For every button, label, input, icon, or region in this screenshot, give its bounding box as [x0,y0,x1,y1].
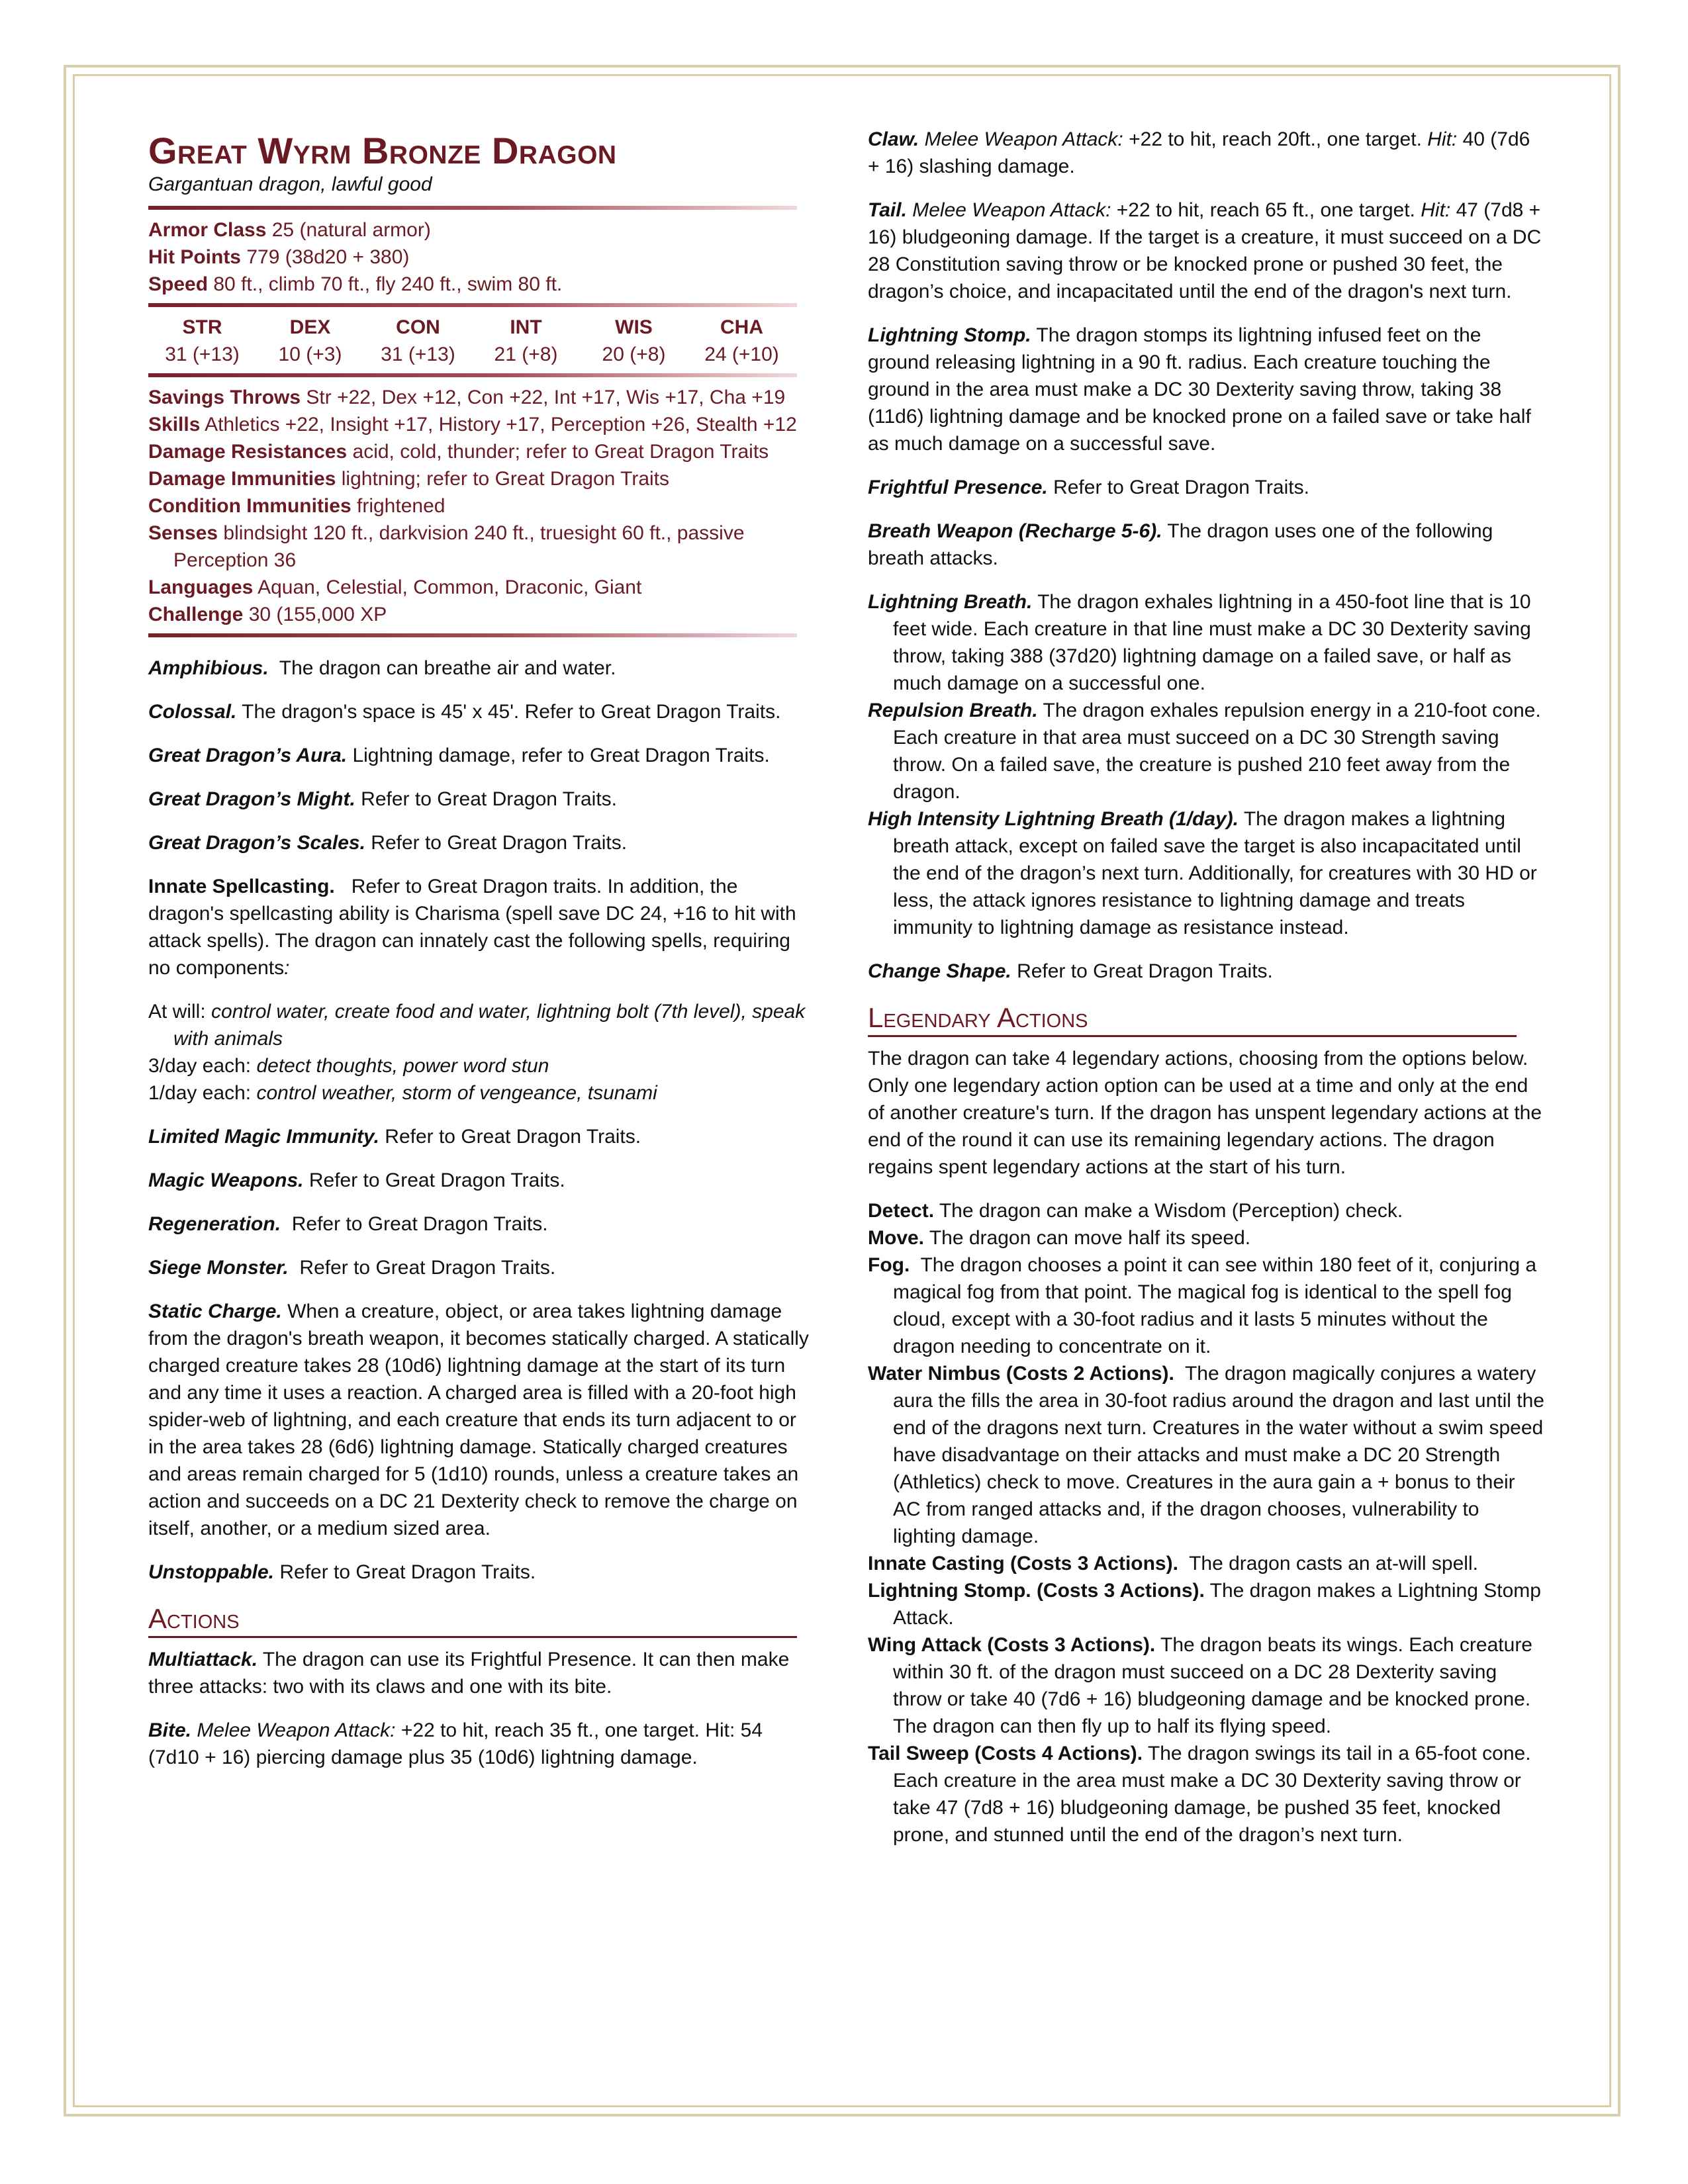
trait-siege-monster: Siege Monster. Refer to Great Dragon Traits. [148,1257,556,1279]
ability-score: 31 (+13) [165,343,240,365]
action-change-shape: Change Shape. Refer to Great Dragon Traits. [868,960,1273,982]
divider [148,303,797,307]
damage-resistances: Damage Resistances acid, cold, thunder; refer to Great Dragon Traits [148,441,769,463]
ability-score: 21 (+8) [494,343,558,365]
breath-high-intensity: High Intensity Lightning Breath (1/day). The dragon makes a lightning breath attack, except on failed save the target is also incapacitated until the end of the dragon’s next turn. Additionally, for creatures with 30 HD or less, the attack ignores resistance to lightning damage and treats immunity to lightning damage as resistance instead. [868,808,1537,938]
challenge: Challenge 30 (155,000 XP [148,604,387,625]
legendary-tail-sweep: Tail Sweep (Costs 4 Actions). The dragon swings its tail in a 65-foot cone. Each creature in the area must make a DC 30 Dexterity saving throw or take 47 (7d8 + 16) bludgeoning damage, be pushed 35 feet, knocked prone, and stunned until the end of the dragon’s next turn. [868,1743,1531,1846]
divider [148,633,797,637]
trait-limited-magic-immunity: Limited Magic Immunity. Refer to Great Dragon Traits. [148,1126,641,1148]
trait-great-dragons-aura: Great Dragon’s Aura. Lightning damage, refer to Great Dragon Traits. [148,745,770,766]
divider [148,206,797,210]
monster-name: Great Wyrm Bronze Dragon [148,130,617,171]
legendary-detect: Detect. The dragon can make a Wisdom (Perception) check. [868,1200,1403,1222]
legendary-lightning-stomp: Lightning Stomp. (Costs 3 Actions). The dragon makes a Lightning Stomp Attack. [868,1580,1541,1629]
ability-name: DEX [289,316,331,338]
ability-name: STR [182,316,222,338]
legendary-move: Move. The dragon can move half its speed. [868,1227,1251,1249]
ability-scores [148,341,797,368]
legendary-actions-heading: Legendary Actions [868,1002,1517,1037]
ability-name: CON [396,316,440,338]
trait-amphibious: Amphibious. The dragon can breathe air and water. [148,657,616,679]
monster-type: Gargantuan dragon, lawful good [148,173,432,195]
ability-name: CHA [720,316,763,338]
trait-colossal: Colossal. The dragon's space is 45' x 45'. Refer to Great Dragon Traits. [148,701,781,723]
right-column [868,126,1544,1848]
speed: Speed 80 ft., climb 70 ft., fly 240 ft., swim 80 ft. [148,273,563,295]
actions-heading: Actions [148,1603,797,1638]
divider [148,373,797,377]
action-breath-weapon: Breath Weapon (Recharge 5-6). The dragon uses one of the following breath attacks. [868,520,1493,569]
skills: Skills Athletics +22, Insight +17, History +17, Perception +26, Stealth +12 [148,414,797,435]
trait-static-charge: Static Charge. When a creature, object, or area takes lightning damage from the dragon's breath weapon, it becomes statically charged. A statically charged creature takes 28 (10d6) lightning damage at the start of its turn and any time it uses a reaction. A charged area is filled with a 20-foot high spider-web of lightning, and each creature that ends its turn adjacent to or in the area takes 28 (6d6) lightning damage. Statically charged creatures and areas remain charged for 5 (1d10) rounds, unless a creature takes an action and succeeds on a DC 21 Dexterity check to remove the charge on itself, another, or a medium sized area. [148,1300,809,1539]
ability-name: INT [510,316,542,338]
legendary-innate-casting: Innate Casting (Costs 3 Actions). The dragon casts an at-will spell. [868,1553,1478,1574]
damage-immunities: Damage Immunities lightning; refer to Great Dragon Traits [148,468,669,490]
action-tail: Tail. Melee Weapon Attack: +22 to hit, reach 65 ft., one target. Hit: 47 (7d8 + 16) bludgeoning damage. If the target is a creature, it must succeed on a DC 28 Constitution saving throw or be knocked prone or pushed 30 feet, the dragon’s choice, and incapacitated until the end of the dragon's next turn. [868,199,1542,302]
ability-score: 31 (+13) [381,343,455,365]
saving-throws: Savings Throws Str +22, Dex +12, Con +22, Int +17, Wis +17, Cha +19 [148,387,786,408]
action-frightful-presence: Frightful Presence. Refer to Great Dragon Traits. [868,477,1309,498]
languages: Languages Aquan, Celestial, Common, Draconic, Giant [148,576,642,598]
action-lightning-stomp: Lightning Stomp. The dragon stomps its lightning infused feet on the ground releasing lightning in a 90 ft. radius. Each creature touching the ground in the area must make a DC 30 Dexterity saving throw, taking 38 (11d6) lightning damage and be knocked prone on a failed save or take half as much damage on a successful save. [868,324,1531,455]
legendary-wing-attack: Wing Attack (Costs 3 Actions). The dragon beats its wings. Each creature within 30 ft. of the dragon must succeed on a DC 28 Dexterity saving throw or take 40 (7d6 + 16) bludgeoning damage and be knocked prone. The dragon can then fly up to half its flying speed. [868,1634,1532,1737]
ability-name: WIS [615,316,653,338]
trait-great-dragons-scales: Great Dragon’s Scales. Refer to Great Dragon Traits. [148,832,628,854]
hit-points: Hit Points 779 (38d20 + 380) [148,246,410,268]
ability-score: 24 (+10) [704,343,779,365]
action-claw: Claw. Melee Weapon Attack: +22 to hit, reach 20ft., one target. Hit: 40 (7d6 + 16) slashing damage. [868,128,1530,177]
ability-score: 10 (+3) [278,343,342,365]
trait-regeneration: Regeneration. Refer to Great Dragon Traits. [148,1213,548,1235]
breath-repulsion: Repulsion Breath. The dragon exhales repulsion energy in a 210-foot cone. Each creature in that area must succeed on a DC 30 Strength saving throw. On a failed save, the creature is pushed 210 feet away from the dragon. [868,700,1541,803]
senses: Senses blindsight 120 ft., darkvision 240 ft., truesight 60 ft., passive Perception 36 [148,522,745,571]
spells-1-per-day: 1/day each: control weather, storm of vengeance, tsunami [148,1082,657,1104]
ability-headers [148,314,797,341]
spells-3-per-day: 3/day each: detect thoughts, power word stun [148,1055,549,1077]
trait-unstoppable: Unstoppable. Refer to Great Dragon Traits. [148,1561,536,1583]
condition-immunities: Condition Immunities frightened [148,495,445,517]
ability-score: 20 (+8) [602,343,666,365]
legendary-water-nimbus: Water Nimbus (Costs 2 Actions). The dragon magically conjures a watery aura the fills the area in 30-foot radius around the dragon and last until the end of the dragons next turn. Creatures in the water without a swim speed have disadvantage on their attacks and must make a DC 20 Strength (Athletics) check to move. Creatures in the aura gain a + bonus to their AC from ranged attacks and, if the dragon chooses, vulnerability to lighting damage. [868,1363,1544,1547]
trait-innate-spellcasting: Innate Spellcasting. Refer to Great Dragon traits. In addition, the dragon's spellcasting ability is Charisma (spell save DC 24, +16 to hit with attack spells). The dragon can innately cast the following spells, requiring no components: [148,876,796,979]
left-column [148,124,817,1788]
breath-lightning: Lightning Breath. The dragon exhales lightning in a 450-foot line that is 10 feet wide. Each creature in that line must make a DC 30 Dexterity saving throw, taking 388 (37d20) lightning damage on a failed save, or half as much damage on a successful one. [868,591,1531,694]
trait-great-dragons-might: Great Dragon’s Might. Refer to Great Dragon Traits. [148,788,617,810]
action-multiattack: Multiattack. The dragon can use its Frightful Presence. It can then make three attacks: two with its claws and one with its bite. [148,1649,790,1698]
legendary-intro: The dragon can take 4 legendary actions, choosing from the options below. Only one legendary action option can be used at a time and only at the end of another creature's turn. If the dragon has unspent legendary actions at the end of the round it can use its remaining legendary actions. The dragon regains spent legendary actions at the start of his turn. [868,1048,1542,1178]
armor-class: Armor Class 25 (natural armor) [148,219,431,241]
spells-at-will: At will: control water, create food and water, lightning bolt (7th level), speak with animals [148,1001,806,1050]
trait-magic-weapons: Magic Weapons. Refer to Great Dragon Traits. [148,1169,565,1191]
action-bite: Bite. Melee Weapon Attack: +22 to hit, reach 35 ft., one target. Hit: 54 (7d10 + 16) piercing damage plus 35 (10d6) lightning damage. [148,1719,763,1768]
legendary-fog: Fog. The dragon chooses a point it can see within 180 feet of it, conjuring a magical fog from that point. The magical fog is identical to the spell fog cloud, except with a 30-foot radius and it lasts 5 minutes without the dragon needing to concentrate on it. [868,1254,1537,1357]
